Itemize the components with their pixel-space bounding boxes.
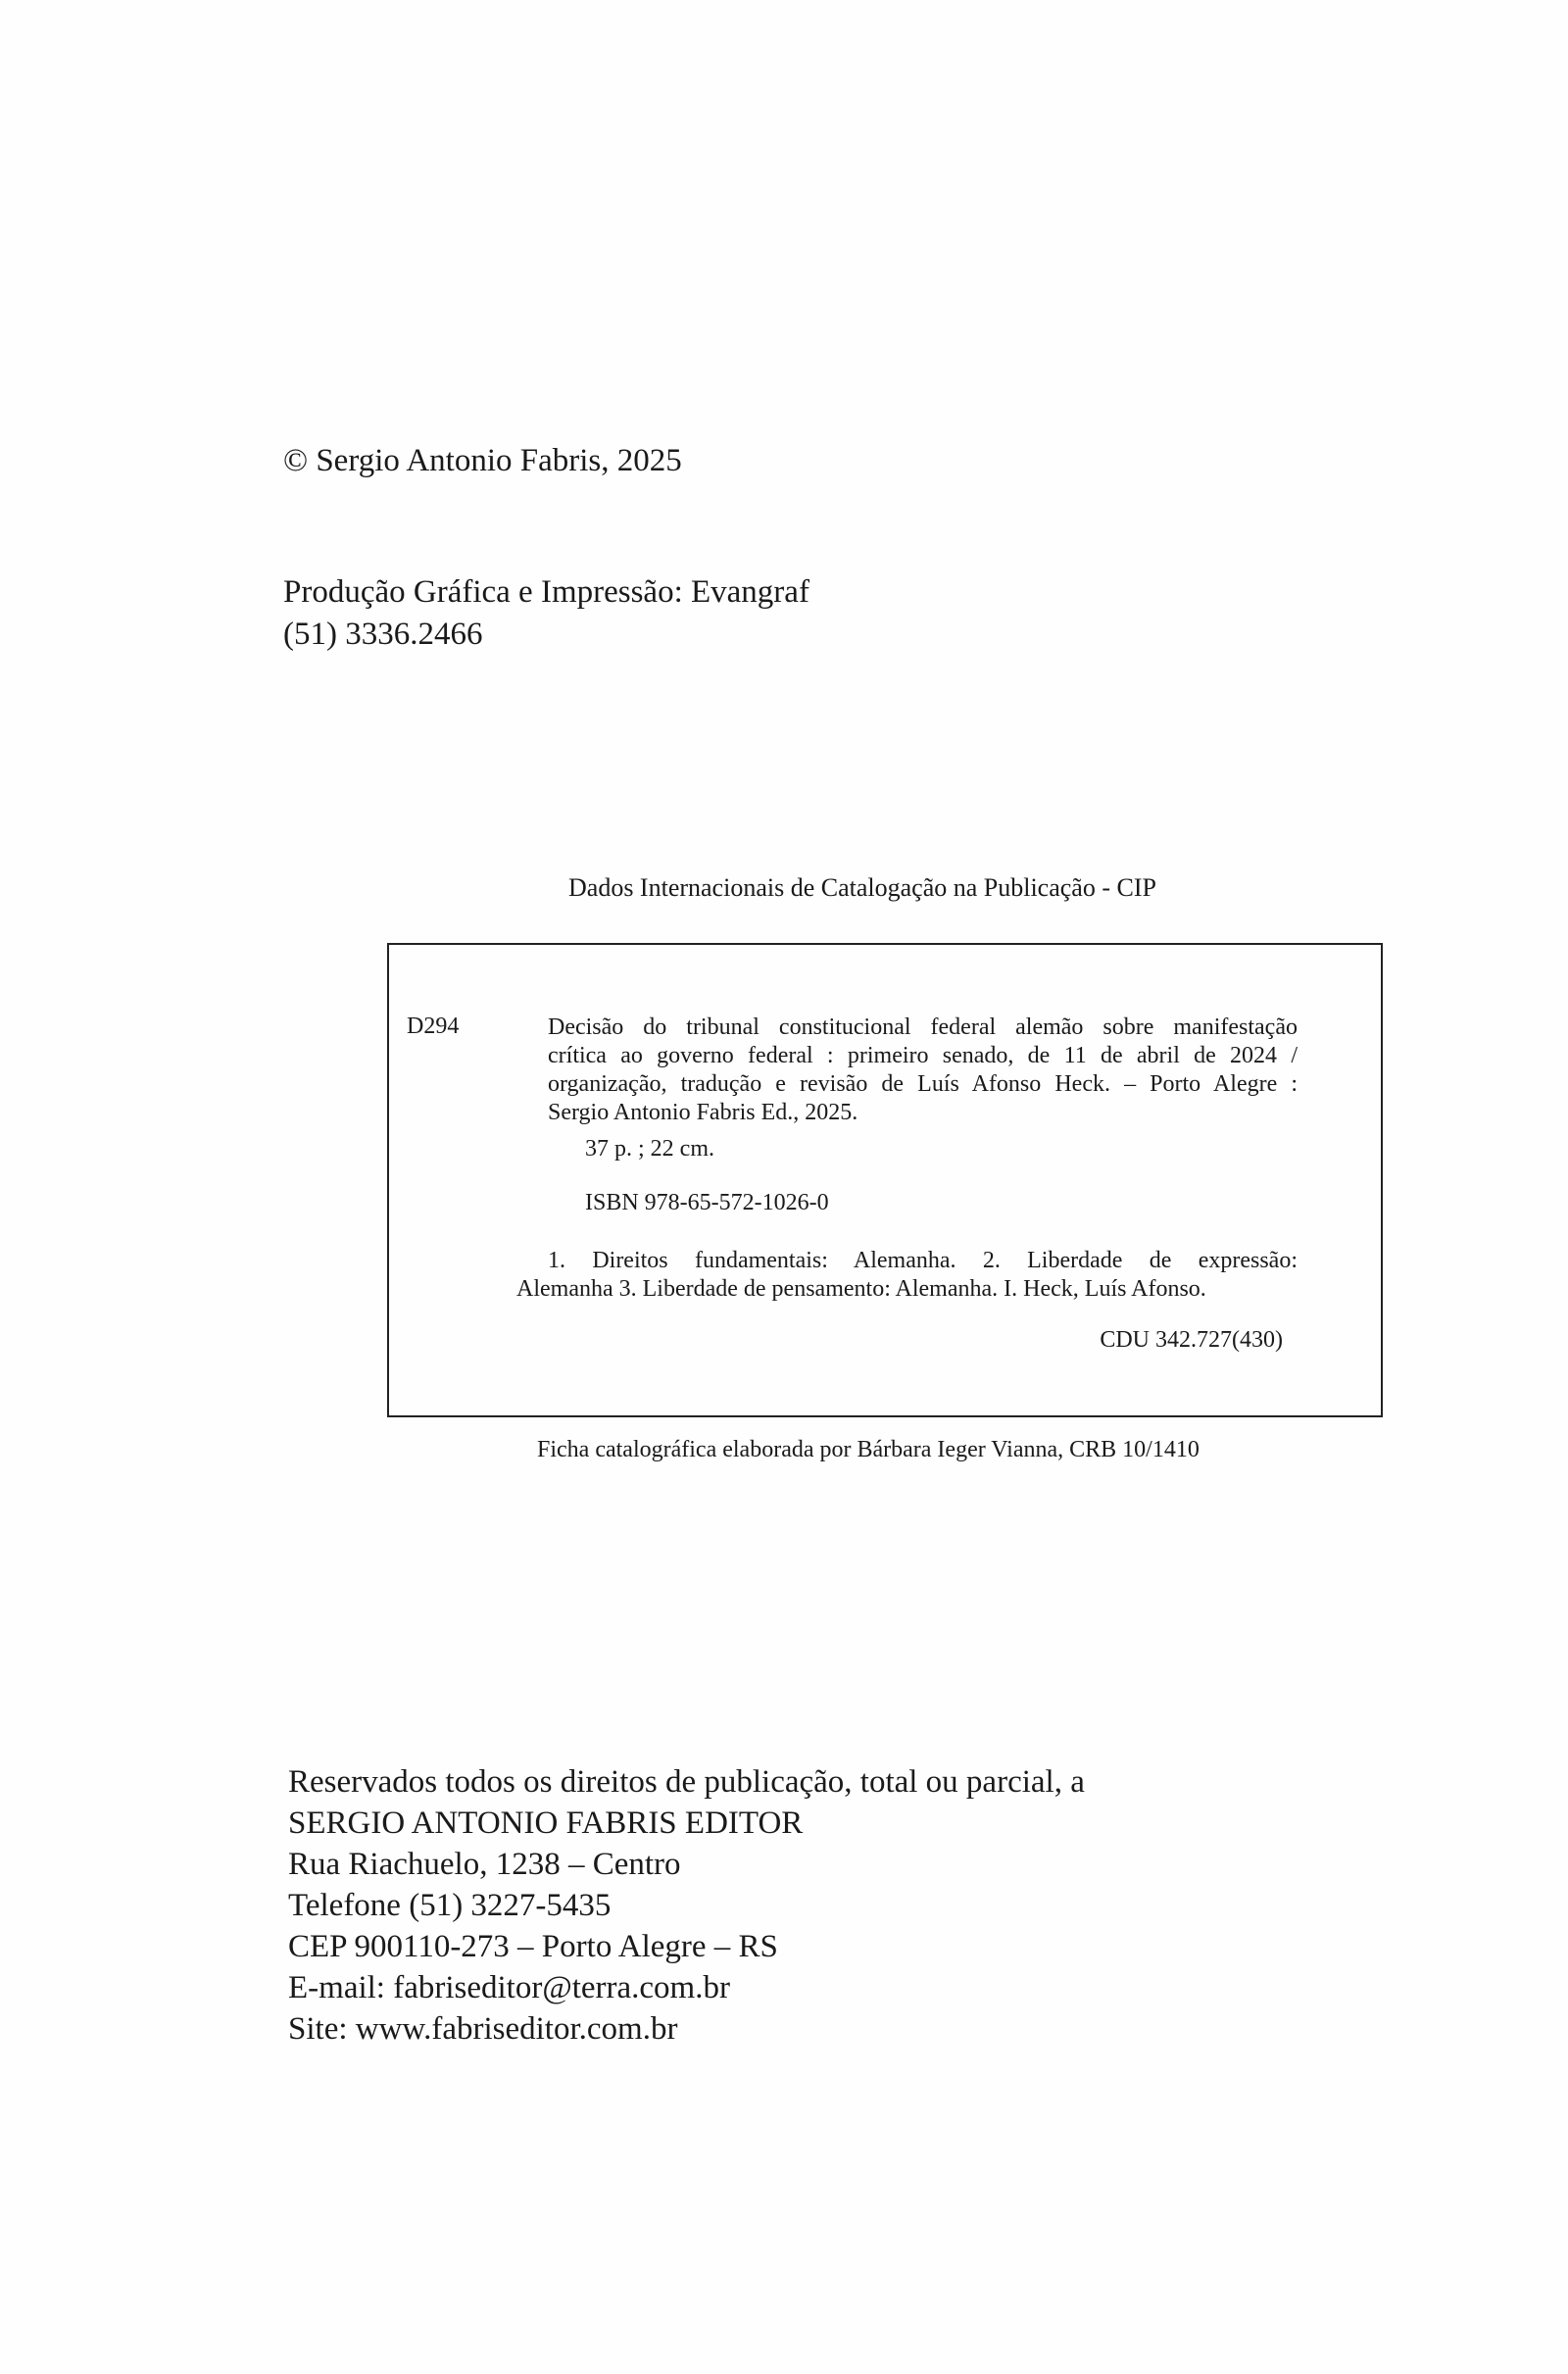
- publisher-site: Site: www.fabriseditor.com.br: [288, 2011, 678, 2047]
- cip-title: Dados Internacionais de Catalogação na Publicação - CIP: [568, 873, 1156, 902]
- production-phone: (51) 3336.2466: [283, 617, 483, 652]
- publisher-address: Rua Riachuelo, 1238 – Centro: [288, 1847, 681, 1882]
- physical-description: 37 p. ; 22 cm.: [585, 1136, 714, 1162]
- publisher-phone: Telefone (51) 3227-5435: [288, 1888, 612, 1923]
- publisher-cep: CEP 900110-273 – Porto Alegre – RS: [288, 1929, 778, 1964]
- entry-line: crítica ao governo federal : primeiro senado, de 11 de abril de 2024 /: [548, 1043, 1298, 1068]
- call-number: D294: [407, 1014, 460, 1039]
- subject-line: 1. Direitos fundamentais: Alemanha. 2. Liberdade de expressão:: [548, 1248, 1298, 1273]
- isbn: ISBN 978-65-572-1026-0: [585, 1190, 829, 1215]
- production-credit: [283, 571, 809, 656]
- production-line: Produção Gráfica e Impressão: Evangraf: [283, 574, 809, 610]
- cip-record-box: [387, 943, 1383, 1417]
- publisher-email: E-mail: fabriseditor@terra.com.br: [288, 1970, 730, 2005]
- subject-headings: [516, 1247, 1298, 1304]
- subject-line: Alemanha 3. Liberdade de pensamento: Alemanha. I. Heck, Luís Afonso.: [516, 1276, 1206, 1302]
- rights-block: [288, 1761, 1085, 2050]
- copyright-notice: © Sergio Antonio Fabris, 2025: [283, 443, 682, 478]
- publisher-name: SERGIO ANTONIO FABRIS EDITOR: [288, 1805, 804, 1841]
- cataloging-credit: Ficha catalográfica elaborada por Bárbara Ieger Vianna, CRB 10/1410: [537, 1437, 1200, 1462]
- entry-line: Decisão do tribunal constitucional federal alemão sobre manifestação: [548, 1014, 1298, 1040]
- rights-statement: Reservados todos os direitos de publicação, total ou parcial, a: [288, 1764, 1085, 1800]
- catalog-entry: [548, 1014, 1298, 1127]
- entry-line: organização, tradução e revisão de Luís Afonso Heck. – Porto Alegre :: [548, 1071, 1298, 1097]
- cdu-classification: CDU 342.727(430): [1100, 1327, 1283, 1353]
- entry-line: Sergio Antonio Fabris Ed., 2025.: [548, 1100, 858, 1125]
